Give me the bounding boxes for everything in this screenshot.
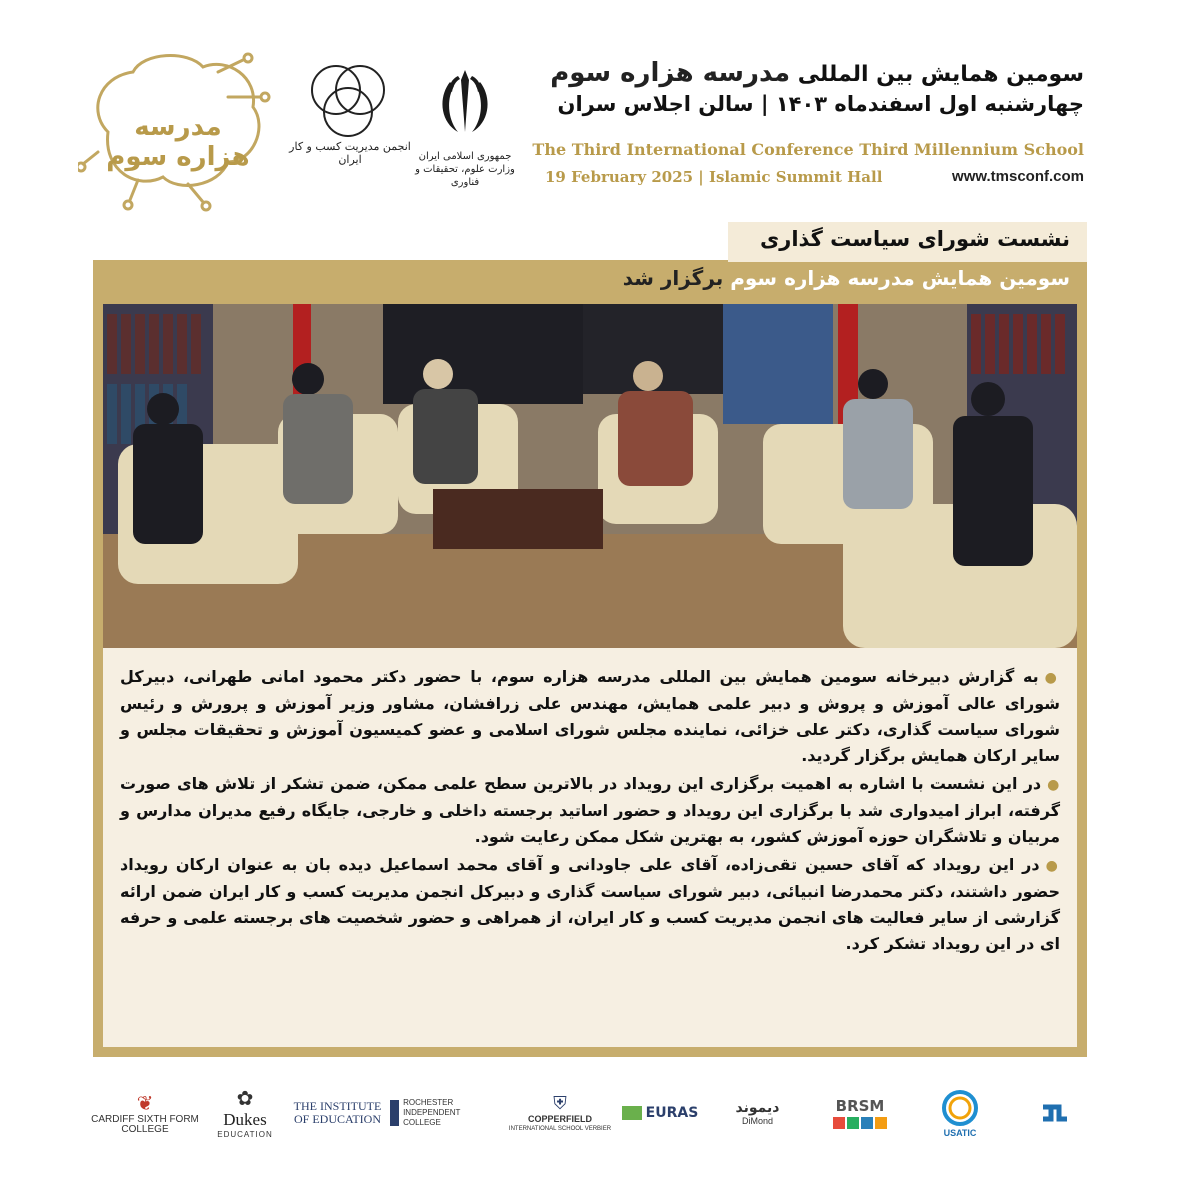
- euras-logo: EURAS: [615, 1078, 705, 1148]
- header-english-date: 19 February 2025 | Islamic Summit Hall: [545, 168, 883, 186]
- brain-logo-text: مدرسه هزاره سوم: [106, 112, 250, 172]
- conference-brain-logo: [78, 42, 274, 212]
- header-english-title: The Third International Conference Third Millennium School: [532, 140, 1084, 159]
- copperfield-logo: ⛨ COPPERFIELD INTERNATIONAL SCHOOL VERBIER: [508, 1092, 612, 1132]
- brsm-logo: BRSM: [815, 1078, 905, 1148]
- title-line1: نشست شورای سیاست گذاری: [759, 227, 1070, 251]
- article-body: [120, 664, 1060, 959]
- shield-icon: ⛨: [553, 1092, 567, 1114]
- sponsor-logos: [90, 1078, 1090, 1148]
- iran-emblem: [420, 62, 510, 152]
- ministry-caption: جمهوری اسلامی ایران وزارت علوم، تحقیقات و فناوری: [415, 151, 515, 188]
- title-line2: [623, 266, 1070, 290]
- ioe-logo: THE INSTITUTE OF EDUCATION: [293, 1099, 382, 1126]
- title-line2-main: سومین همایش مدرسه هزاره سوم: [730, 266, 1070, 290]
- association-caption: انجمن مدیریت کسب و کار ایران: [289, 140, 411, 166]
- header-url[interactable]: www.tmsconf.com: [952, 168, 1084, 185]
- rochester-logo: ROCHESTER INDEPENDENT COLLEGE: [390, 1078, 500, 1148]
- article-paragraph-2: ●در این نشست با اشاره به اهمیت برگزاری این رویداد در بالاترین سطح علمی ممکن، ضمن تشکر از تلاش های صورت گرفته، ابراز امیدواری شد با برگزاری این رویداد و حضور اساتید برجسته داخلی و خارجی، جایگاه رفیع مدیران مدارس و مربیان و تلاشگران حوزه آموزش کشور، به بهترین شکل ممکن رعایت شود.: [120, 774, 1060, 846]
- lotus-icon: ✿: [236, 1086, 254, 1110]
- euras-mark-icon: [622, 1106, 642, 1120]
- bullet-icon: ●: [1044, 670, 1060, 686]
- usatic-logo: USATIC: [920, 1078, 1000, 1148]
- brsm-color-blocks: [833, 1117, 887, 1129]
- meeting-photo: [103, 304, 1077, 648]
- bullet-icon: ●: [1045, 858, 1061, 874]
- header-title-highlight: مدرسه هزاره سوم: [550, 58, 791, 88]
- flame-icon: ❦: [136, 1091, 154, 1115]
- rochester-badge-icon: [390, 1100, 399, 1126]
- bullet-icon: ●: [1047, 777, 1060, 793]
- partner-emblem-logo: [1020, 1078, 1090, 1148]
- cardiff-logo: ❦ CARDIFF SIXTH FORM COLLEGE: [91, 1091, 199, 1135]
- title-line2-end: برگزار شد: [622, 266, 724, 290]
- header-date-venue: چهارشنبه اول اسفندماه ۱۴۰۳ | سالن اجلاس سران: [557, 92, 1084, 116]
- header-title-prefix: سومین همایش بین المللی: [797, 62, 1084, 87]
- dimond-logo: دیموند DiMond: [735, 1100, 780, 1126]
- header-title-line1: [550, 58, 1084, 88]
- dukes-logo: ✿ Dukes EDUCATION: [217, 1086, 273, 1139]
- article-paragraph-1: ●به گزارش دبیرخانه سومین همایش بین المللی مدرسه هزاره سوم، با حضور دکتر محمود امانی طهرانی، دبیرکل شورای عالی آموزش و پروش و دبیر علمی همایش، مهندس علی زرافشان، مشاور وزیر آموزش و پرورش و رئیس شورای سیاست گذاری، دکتر علی خزائی، نماینده مجلس شورای اسلامی و عضو کمیسیون آموزش و تحقیقات مجلس و سایر ارکان همایش برگزار گردید.: [120, 667, 1060, 765]
- article-paragraph-3: ●در این رویداد که آقای حسین تقی‌زاده، آقای علی جاودانی و آقای محمد اسماعیل دیده بان به عنوان ارکان رویداد حضور داشتند، دکتر محمدرضا انبیائی، دبیر شورای سیاست گذاری و دبیرکل انجمن مدیریت کسب و کار ایران ضمن ارائه گزارشی از سایر فعالیت های انجمن مدیریت کسب و کار ایران، از همراهی و حضور شخصیت های برجسته علمی و حرفه ای در این رویداد تشکر کرد.: [120, 855, 1061, 953]
- knot-icon: [1035, 1093, 1075, 1133]
- usatic-ring-icon: [940, 1088, 980, 1128]
